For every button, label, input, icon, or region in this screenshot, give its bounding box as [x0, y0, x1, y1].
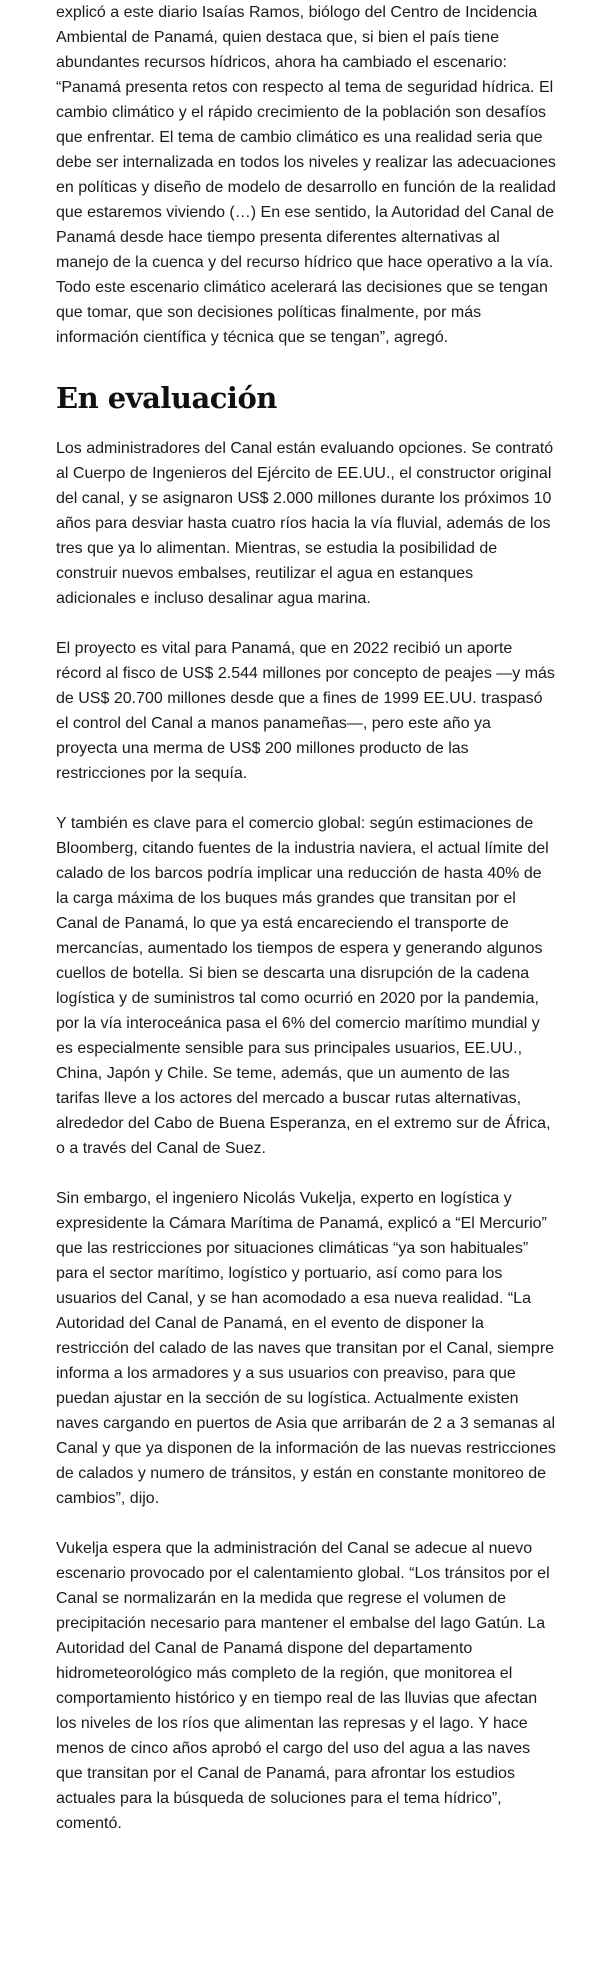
article-paragraph: Sin embargo, el ingeniero Nicolás Vukelja, experto en logística y expresidente la Cámara Marítima de Panamá, explicó a “El Mercurio” que las restricciones por situaciones climáticas “ya son habituales” para el sector marítimo, logístico y portuario, así como para los usuarios del Canal, y se han acomodado a esa nueva realidad. “La Autoridad del Canal de Panamá, en el evento de disponer la restricción del calado de las naves que transitan por el Canal, siempre informa a los armadores y a sus usuarios con preaviso, para que puedan ajustar en la sección de su logística. Actualmente existen naves cargando en puertos de Asia que arribarán de 2 a 3 semanas al Canal y que ya disponen de la información de las nuevas restricciones de calados y numero de tránsitos, y están en constante monitoreo de cambios”, dijo.: [56, 1190, 556, 1507]
article-paragraph: Vukelja espera que la administración del Canal se adecue al nuevo escenario provocado por el calentamiento global. “Los tránsitos por el Canal se normalizarán en la medida que regrese el volumen de precipitación necesario para mantener el embalse del lago Gatún. La Autoridad del Canal de Panamá dispone del departamento hidrometeorológico más completo de la región, que monitorea el comportamiento histórico y en tiempo real de las lluvias que afectan los niveles de los ríos que alimentan las represas y el lago. Y hace menos de cinco años aprobó el cargo del uso del agua a las naves que transitan por el Canal de Panamá, para afrontar los estudios actuales para la búsqueda de soluciones para el tema hídrico”, comentó.: [56, 1540, 550, 1832]
article-paragraph: Los administradores del Canal están evaluando opciones. Se contrató al Cuerpo de Ingenieros del Ejército de EE.UU., el constructor original del canal, y se asignaron US$ 2.000 millones durante los próximos 10 años para desviar hasta cuatro ríos hacia la vía fluvial, además de los tres que ya lo alimentan. Mientras, se estudia la posibilidad de construir nuevos embalses, reutilizar el agua en estanques adicionales e incluso desalinar agua marina.: [56, 440, 554, 607]
article-paragraph: Y también es clave para el comercio global: según estimaciones de Bloomberg, citando fuentes de la industria naviera, el actual límite del calado de los barcos podría implicar una reducción de hasta 40% de la carga máxima de los buques más grandes que transitan por el Canal de Panamá, lo que ya está encareciendo el transporte de mercancías, aumentado los tiempos de espera y generando algunos cuellos de botella. Si bien se descarta una disrupción de la cadena logística y de suministros tal como ocurrió en 2020 por la pandemia, por la vía interoceánica pasa el 6% del comercio marítimo mundial y es especialmente sensible para sus principales usuarios, EE.UU., China, Japón y Chile. Se teme, además, que un aumento de las tarifas lleve a los actores del mercado a buscar rutas alternativas, alrededor del Cabo de Buena Esperanza, en el extremo sur de África, o a través del Canal de Suez.: [56, 815, 551, 1157]
article-paragraph: El proyecto es vital para Panamá, que en 2022 recibió un aporte récord al fisco de US$ 2.544 millones por concepto de peajes —y más de US$ 20.700 millones desde que a fines de 1999 EE.UU. traspasó el control del Canal a manos panameñas—, pero este año ya proyecta una merma de US$ 200 millones producto de las restricciones por la sequía.: [56, 640, 555, 782]
article-body: [56, 0, 556, 1861]
section-heading: En evaluación: [56, 381, 277, 415]
article-paragraph: explicó a este diario Isaías Ramos, biólogo del Centro de Incidencia Ambiental de Panamá, quien destaca que, si bien el país tiene abundantes recursos hídricos, ahora ha cambiado el escenario: “Panamá presenta retos con respecto al tema de seguridad hídrica. El cambio climático y el rápido crecimiento de la población son desafíos que enfrentar. El tema de cambio climático es una realidad seria que debe ser internalizada en todos los niveles y realizar las adecuaciones en políticas y diseño de modelo de desarrollo en función de la realidad que estaremos viviendo (…) En ese sentido, la Autoridad del Canal de Panamá desde hace tiempo presenta diferentes alternativas al manejo de la cuenca y del recurso hídrico que hace operativo a la vía. Todo este escenario climático acelerará las decisiones que se tengan que tomar, que son decisiones políticas finalmente, por más información científica y técnica que se tengan”, agregó.: [56, 4, 556, 346]
